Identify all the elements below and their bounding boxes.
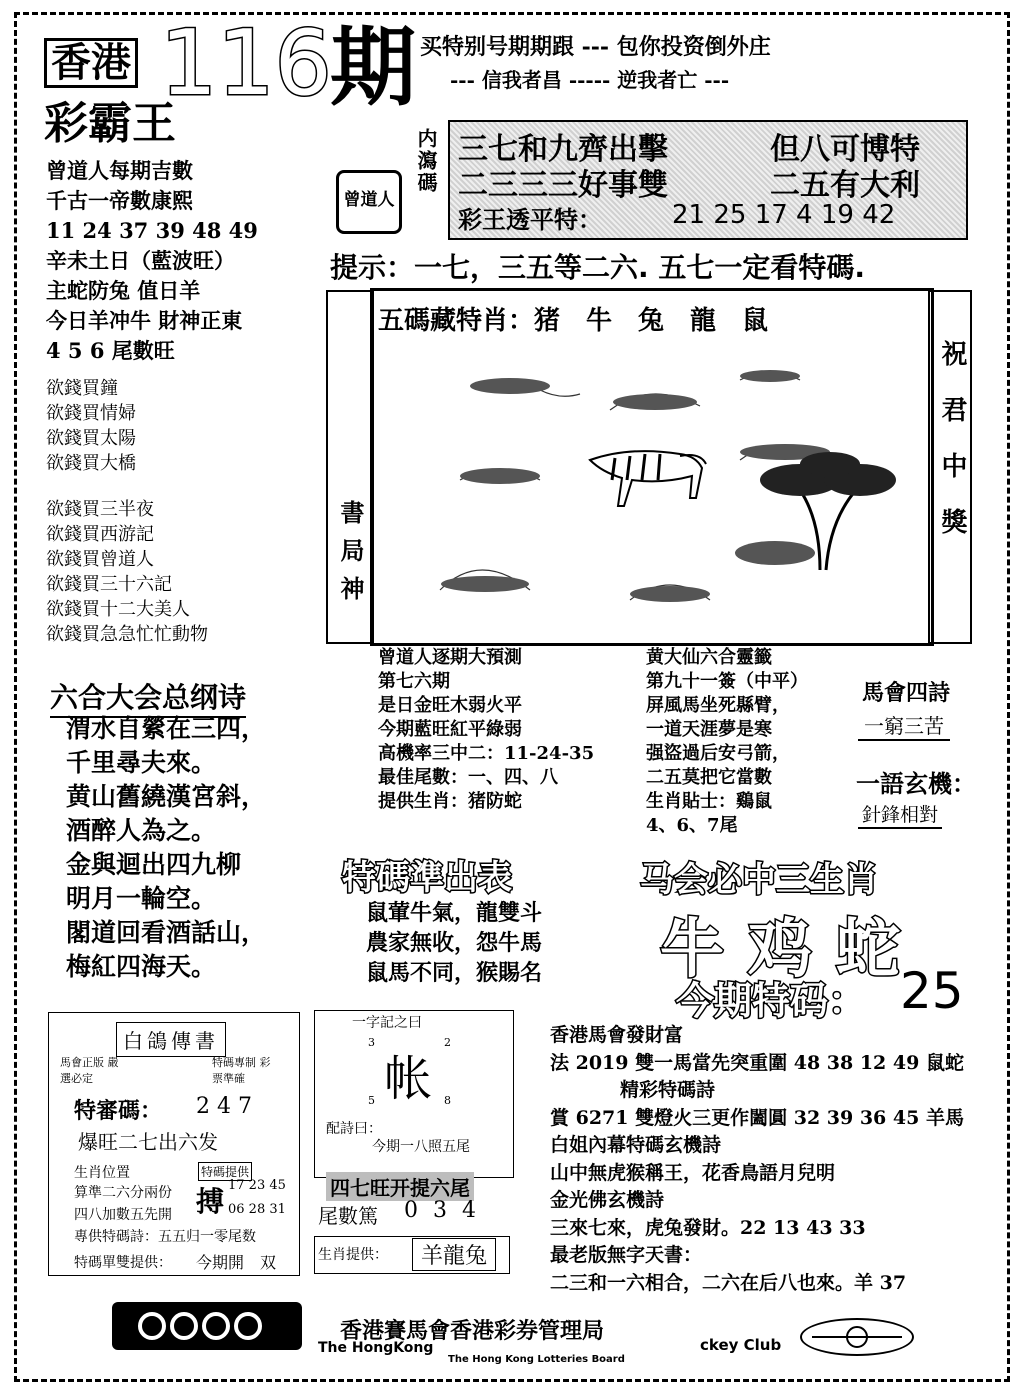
one-char: 帐 [384, 1051, 433, 1107]
want-list-a [46, 376, 136, 476]
pigeon-offer-nums-2: 06 28 31 [228, 1202, 286, 1217]
poem-body [66, 712, 266, 984]
wts-line: 4、6、7尾 [646, 815, 738, 836]
pigeon-special-value: 2 4 7 [196, 1094, 252, 1119]
one-char-n8: 8 [444, 1094, 451, 1107]
fortune-line: 法 2019 雙一馬當先突重圍 48 38 12 49 鼠蛇 [550, 1051, 964, 1074]
slogan: 买特别号期期跟 --- 包你投资倒外庄 [420, 34, 771, 60]
inner-code-row2-left: 二三三三好事雙 [458, 168, 668, 203]
list-item: 欲錢買十二大美人 [46, 599, 190, 620]
special-table-lines [366, 898, 542, 988]
picture-title: 五碼藏特肖：猪 牛 兔 龍 鼠 [378, 306, 769, 336]
footer-org-en-2: ckey Club [700, 1336, 782, 1354]
fortune-line: 金光佛玄機詩 [550, 1189, 665, 1211]
wts-line: 强盜過后安弓箭， [646, 743, 790, 764]
one-char-n2: 2 [444, 1036, 451, 1049]
list-item: 欲錢買鐘 [46, 378, 118, 399]
footer-org-cn: 香港賽馬會香港彩券管理局 [340, 1318, 605, 1344]
horse-poem-value: 一窮三苦 [858, 710, 950, 741]
prediction-issue: 第七六期 [378, 671, 450, 692]
fortune-line: 三來七來，虎兔發財。22 13 43 33 [550, 1216, 866, 1239]
issue-suffix: 期 [330, 18, 416, 118]
footer-org-en-3: The Hong Kong Lotteries Board [448, 1354, 625, 1365]
info-line: 4 5 6 尾數旺 [46, 338, 175, 363]
poem-line: 明月一輪空。 [66, 884, 217, 913]
wts-line: 生肖貼士：鷄鼠 [646, 791, 772, 812]
tiger-landscape-illustration [380, 340, 920, 630]
hint-line: 提示：一七，三五等二六. 五七一定看特碼. [330, 251, 866, 284]
wts-title: 黄大仙六合靈籤 [646, 647, 772, 668]
zodiac-offer-label: 生肖提供： [318, 1247, 388, 1263]
club-emblem-icon [112, 1302, 302, 1350]
special-table-title: 特碼準出表 [342, 858, 512, 898]
fortune-line: 香港馬會發財富 [550, 1024, 684, 1046]
info-line: 辛未土日（藍波旺） [46, 248, 235, 273]
list-item: 欲錢買西游記 [46, 524, 154, 545]
horse-poem-value-2: 針鋒相對 [858, 800, 942, 829]
poem-line: 渭水自縈在三四， [66, 714, 267, 743]
special-code-value: 25 [900, 962, 964, 1020]
wts-line: 第九十一簽（中平） [646, 671, 808, 692]
prediction-line: 最佳尾數：一、四、八 [378, 767, 558, 788]
pigeon-boom: 爆旺二七出六发 [78, 1130, 218, 1154]
horse-poem-title: 馬會四詩 [862, 680, 951, 706]
poem-line: 千里尋夫來。 [66, 748, 217, 777]
info-line: 千古一帝數康熙 [46, 188, 193, 213]
prediction-block [378, 646, 594, 814]
pigeon-offer-char: 搏 [196, 1185, 225, 1218]
list-item: 欲錢買三十六記 [46, 574, 172, 595]
list-item: 欲錢買曾道人 [46, 549, 154, 570]
want-list-b [46, 497, 208, 647]
prediction-line: 今期藍旺紅平綠弱 [378, 719, 522, 740]
picture-left-caption: 書局神 [336, 500, 365, 614]
fortune-block [550, 1022, 964, 1297]
three-zodiac-title: 马会必中三生肖 [640, 860, 878, 900]
zodiac-offer-value: 羊龍兔 [412, 1238, 496, 1271]
fortune-line: 賞 6271 雙燈火三更作闔圓 32 39 36 45 羊馬 [550, 1106, 964, 1129]
lotteries-emblem-icon [802, 1320, 912, 1354]
pigeon-offer-title: 特碼提供 [198, 1162, 252, 1181]
prediction-line: 是日金旺木弱火平 [378, 695, 522, 716]
horse-poem-title-2: 一語玄機： [856, 769, 976, 798]
inner-code-stamp: 曾道人 [336, 170, 402, 234]
tail-label: 尾數篤 [318, 1204, 378, 1228]
list-item: 欲錢買急急忙忙動物 [46, 624, 208, 645]
brand-title: 彩霸王 [44, 98, 176, 149]
list-item: 欲錢買大橋 [46, 453, 136, 474]
special-table-line: 農家無收，怨牛馬 [366, 930, 543, 956]
pigeon-title: 白鴿傳書 [116, 1022, 226, 1057]
one-char-title: 一字記之曰 [352, 1015, 422, 1031]
special-table-line: 鼠馬不同，猴賜名 [366, 960, 543, 986]
poem-line: 梅紅四海天。 [66, 952, 217, 981]
wts-line: 一道天涯夢是寒 [646, 719, 772, 740]
one-char-n3: 3 [368, 1036, 375, 1049]
fortune-line: 二三和一六相合，二六在后八也來。羊 37 [550, 1271, 907, 1294]
footer-right-logo [800, 1318, 914, 1356]
tail-value: 0 3 4 [404, 1198, 480, 1223]
fortune-line: 最老版無字天書： [550, 1244, 703, 1266]
poem-line: 閣道回看酒話山， [66, 918, 267, 947]
pigeon-pos-title: 生肖位置 [74, 1165, 130, 1181]
wts-line: 二五莫把它當數 [646, 767, 772, 788]
footer-org-en-1: The HongKong [318, 1340, 434, 1356]
inner-code-row1-right: 但八可博特 [770, 132, 920, 167]
issue-number: 116 [160, 11, 332, 116]
info-line: 主蛇防兔 值日羊 [46, 278, 201, 303]
fortune-line: 精彩特碼詩 [620, 1079, 716, 1101]
pigeon-offer-nums-1: 17 23 45 [228, 1178, 286, 1193]
wong-tai-sin-block [646, 646, 808, 838]
poem-line: 黄山舊繞漢宮斜， [66, 782, 267, 811]
special-table-line: 鼠葷牛氣，龍雙斗 [366, 900, 543, 926]
inner-code-row2-right: 二五有大利 [770, 168, 920, 203]
info-line: 11 24 37 39 48 49 [46, 218, 258, 243]
pigeon-single-double-label: 特碼單雙提供： [74, 1255, 172, 1271]
poem-title: 六合大会总纲诗 [50, 676, 246, 718]
info-line: 今日羊冲牛 財神正東 [46, 308, 243, 333]
list-item: 欲錢買三半夜 [46, 499, 154, 520]
left-info [46, 156, 258, 366]
slogan-2: --- 信我者昌 ----- 逆我者亡 --- [450, 68, 730, 92]
pigeon-pos-line2: 四八加數五先開 [74, 1207, 172, 1223]
pigeon-small-left: 馬會正版 嚴選必定 [60, 1056, 119, 1085]
inner-code-side-label: 内瀉碼 [414, 128, 438, 194]
prediction-line: 高機率三中二：11-24-35 [378, 743, 595, 764]
pigeon-pos-line1: 算準二六分兩份 [74, 1185, 172, 1201]
inner-code-row3-numbers: 21 25 17 4 19 42 [672, 200, 896, 230]
hk-label: 香港 [44, 38, 138, 88]
one-char-n5: 5 [368, 1094, 375, 1107]
pigeon-special-label: 特審碼： [74, 1098, 163, 1124]
list-item: 欲錢買情婦 [46, 403, 136, 424]
tail-title: 四七旺开提六尾 [326, 1172, 474, 1201]
pigeon-single-double-value: 今期開 双 [196, 1253, 277, 1272]
three-zodiac-animals: 牛鸡蛇 [660, 913, 924, 987]
one-char-poem-label: 配詩曰： [326, 1121, 382, 1137]
pigeon-small-right: 特碼專制 彩票準確 [212, 1056, 271, 1085]
poem-line: 金與迴出四九柳 [66, 850, 242, 879]
special-code-label: 今期特码： [676, 979, 867, 1023]
poem-line: 酒醉人為之。 [66, 816, 217, 845]
prediction-title: 曾道人逐期大預測 [378, 647, 522, 668]
info-line: 曾道人每期吉數 [46, 158, 193, 183]
inner-code-row1-left: 三七和九齊出擊 [458, 132, 668, 167]
fortune-line: 山中無虎猴稱王，花香鳥語月兒明 [550, 1161, 836, 1184]
pigeon-exclusive: 專供特碼詩：五五归一零尾数 [74, 1229, 256, 1245]
wts-line: 屏風馬坐死縣臂， [646, 695, 790, 716]
list-item: 欲錢買太陽 [46, 428, 136, 449]
picture-right-caption: 祝君中獎 [937, 340, 967, 564]
inner-code-row3-label: 彩王透平特： [458, 206, 602, 234]
one-char-poem: 今期一八照五尾 [372, 1139, 470, 1155]
fortune-line: 白姐內幕特碼玄機詩 [550, 1134, 722, 1156]
footer-left-logo [112, 1302, 302, 1350]
prediction-line: 提供生肖：猪防蛇 [378, 791, 522, 812]
